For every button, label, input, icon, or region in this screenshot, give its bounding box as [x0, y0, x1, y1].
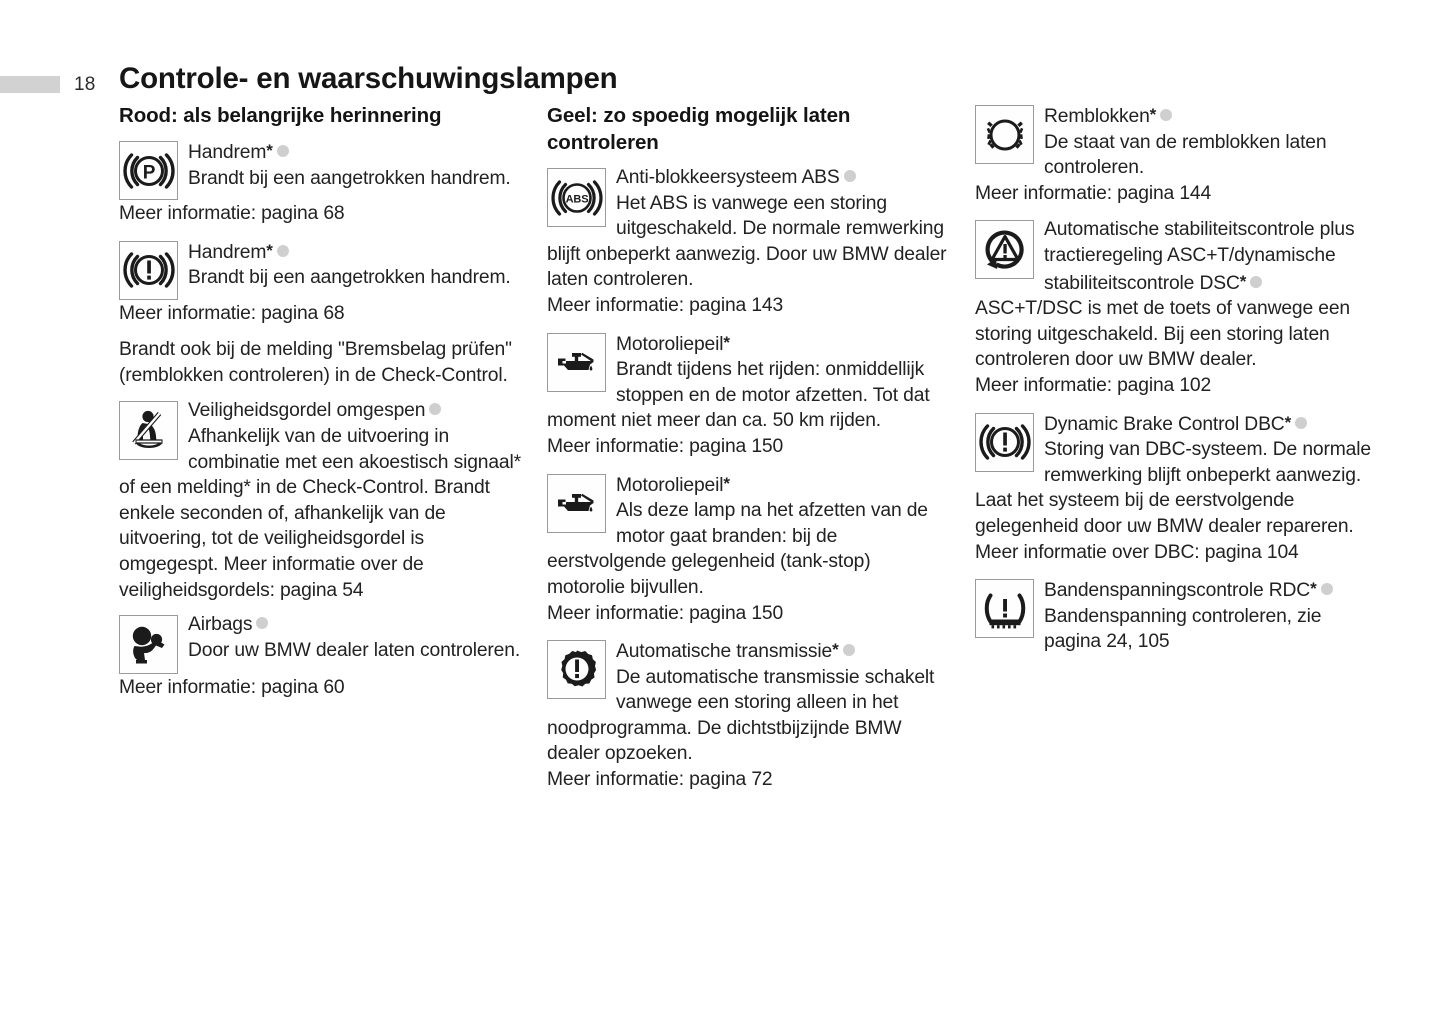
warning-lamp-entry	[119, 612, 523, 710]
entry-body	[547, 637, 951, 767]
lamp-colour-dot	[256, 617, 268, 629]
gear-exclamation-icon	[547, 640, 606, 699]
entry-description: Door uw BMW dealer laten controleren.	[188, 639, 521, 661]
more-information-reference: Meer informatie: pagina 60	[119, 677, 345, 699]
entry-description: Bandenspanning controleren, zie pagina 24, 105	[1044, 605, 1322, 653]
optional-equipment-asterisk: *	[1284, 412, 1292, 432]
more-information-reference: Meer informatie: pagina 102	[975, 374, 1212, 396]
entry-description: Storing van DBC-systeem. De normale remwerking blijft onbeperkt aanwezig. Laat het systeem bij de eerstvolgende gelegenheid door uw BMW dealer repareren.	[975, 439, 1371, 537]
abs-icon	[547, 168, 606, 227]
handbrake-exclamation-icon	[119, 241, 178, 300]
column-heading: Geel: zo spoedig mogelijk laten controleren	[547, 104, 851, 154]
warning-lamp-entry	[547, 471, 951, 636]
warning-lamp-entry	[975, 410, 1379, 575]
column-heading: Rood: als belangrijke herinnering	[119, 104, 442, 127]
oil-can-icon	[547, 333, 606, 392]
entry-title: Veiligheidsgordel omgespen	[188, 400, 426, 422]
optional-equipment-asterisk: *	[266, 240, 273, 260]
entry-description: Afhankelijk van de uitvoering in combinatie met een akoestisch signaal* of een melding* in de Check-Control. Brandt enkele seconden of, afhankelijk van de uitvoering, tot de veiligheidsgordel is omgegespt. Meer informatie over de veiligheidsgordels: pagina 54	[119, 425, 521, 601]
entry-body	[119, 138, 523, 191]
page-edge-tab	[0, 76, 60, 93]
more-information-reference: Meer informatie: pagina 72	[547, 769, 773, 791]
entry-title: Airbags	[188, 614, 253, 636]
content-column	[975, 102, 1379, 804]
entry-title: Remblokken	[1044, 106, 1150, 127]
entry-description: De automatische transmissie schakelt vanwege een storing alleen in het noodprogramma. De dichtstbijzijnde BMW dealer opzoeken.	[547, 666, 935, 765]
entry-body	[975, 410, 1379, 540]
entry-description: Brandt tijdens het rijden: onmiddellijk stoppen en de motor afzetten. Tot dat moment niet meer dan ca. 50 km rijden.	[547, 359, 930, 432]
optional-equipment-asterisk: *	[1239, 271, 1247, 291]
optional-equipment-asterisk: *	[832, 640, 839, 660]
entry-title: Dynamic Brake Control DBC	[1044, 413, 1285, 435]
more-information-reference: Meer informatie: pagina 150	[547, 435, 784, 457]
warning-lamp-entry	[975, 576, 1379, 664]
optional-equipment-asterisk: *	[266, 141, 273, 160]
entry-title: Handrem	[188, 241, 267, 263]
warning-lamp-entry	[975, 102, 1379, 215]
entry-description: Het ABS is vanwege een storing uitgeschakeld. De normale remwerking blijft onbeperkt aanwezig. Door uw BMW dealer laten controleren.	[547, 192, 947, 291]
lamp-colour-dot	[277, 145, 289, 157]
warning-lamp-entry	[547, 637, 951, 802]
entry-body	[119, 398, 523, 603]
entry-body	[547, 471, 951, 601]
warning-lamp-entry	[119, 138, 523, 236]
lamp-colour-dot	[1321, 583, 1333, 595]
optional-equipment-asterisk: *	[1149, 105, 1157, 124]
entry-description: ASC+T/DSC is met de toets of vanwege een storing uitgeschakeld. Bij een storing laten controleren door uw BMW dealer.	[975, 298, 1350, 371]
entry-body	[547, 330, 951, 434]
optional-equipment-asterisk: *	[1310, 579, 1317, 599]
content-column	[547, 102, 951, 804]
warning-lamp-entry	[119, 398, 523, 612]
lamp-colour-dot	[1160, 109, 1172, 121]
brake-pads-icon	[975, 105, 1034, 164]
entry-body	[119, 238, 523, 291]
lamp-colour-dot	[844, 170, 856, 182]
entry-body	[547, 165, 951, 293]
entry-body	[975, 217, 1379, 373]
seatbelt-icon	[119, 401, 178, 460]
entry-title: Handrem	[188, 142, 267, 163]
more-information-reference: Meer informatie: pagina 68	[119, 203, 345, 224]
entry-title: Motoroliepeil	[616, 333, 724, 355]
entry-title: Bandenspanningscontrole RDC	[1044, 580, 1311, 602]
lamp-colour-dot	[1295, 417, 1307, 429]
warning-lamp-entry	[547, 165, 951, 328]
entry-body	[119, 612, 523, 663]
more-information-reference: Meer informatie: pagina 150	[547, 602, 784, 624]
entry-title: Automatische stabiliteitscontrole plus tractieregeling ASC+T/dynamische stabiliteitscontrole DSC	[1044, 219, 1355, 294]
more-information-reference: Meer informatie: pagina 68	[119, 302, 345, 324]
lamp-colour-dot	[1250, 276, 1262, 288]
asc-dsc-icon	[975, 220, 1034, 279]
entry-description: Brandt bij een aangetrokken handrem.	[188, 167, 511, 189]
lamp-colour-dot	[277, 245, 289, 257]
entry-spacer	[975, 655, 1379, 664]
airbag-icon	[119, 615, 178, 674]
warning-lamp-entry	[975, 217, 1379, 407]
lamp-colour-dot	[429, 403, 441, 415]
entry-title: Anti-blokkeersysteem ABS	[616, 167, 840, 188]
lamp-colour-dot	[843, 644, 855, 656]
entry-body	[975, 102, 1379, 181]
body-paragraph: Brandt ook bij de melding "Bremsbelag prüfen" (remblokken controleren) in de Check-Control.	[119, 339, 512, 386]
entry-spacer	[119, 603, 523, 612]
more-information-reference: Meer informatie: pagina 143	[547, 294, 784, 316]
entry-body	[975, 576, 1379, 655]
entry-description: De staat van de remblokken laten controleren.	[1044, 131, 1327, 179]
dbc-icon	[975, 413, 1034, 472]
tire-pressure-rdc-icon	[975, 579, 1034, 638]
optional-equipment-asterisk: *	[723, 473, 730, 493]
more-information-reference: Meer informatie: pagina 144	[975, 182, 1212, 204]
more-information-reference: Meer informatie over DBC: pagina 104	[975, 541, 1299, 563]
page-title: Controle- en waarschuwingslampen	[119, 61, 618, 95]
entry-description: Als deze lamp na het afzetten van de motor gaat branden: bij de eerstvolgende gelegenheid (tank-stop) motorolie bijvullen.	[547, 500, 928, 598]
warning-lamp-entry	[547, 330, 951, 469]
optional-equipment-asterisk: *	[723, 332, 730, 352]
handbrake-p-icon	[119, 141, 178, 200]
warning-lamp-entry	[119, 238, 523, 336]
content-columns	[119, 102, 1389, 804]
entry-title: Automatische transmissie	[616, 641, 833, 663]
entry-title: Motoroliepeil	[616, 474, 724, 496]
page-number: 18	[74, 74, 96, 95]
oil-can-icon	[547, 474, 606, 533]
entry-description: Brandt bij een aangetrokken handrem.	[188, 267, 511, 289]
content-column	[119, 102, 523, 804]
